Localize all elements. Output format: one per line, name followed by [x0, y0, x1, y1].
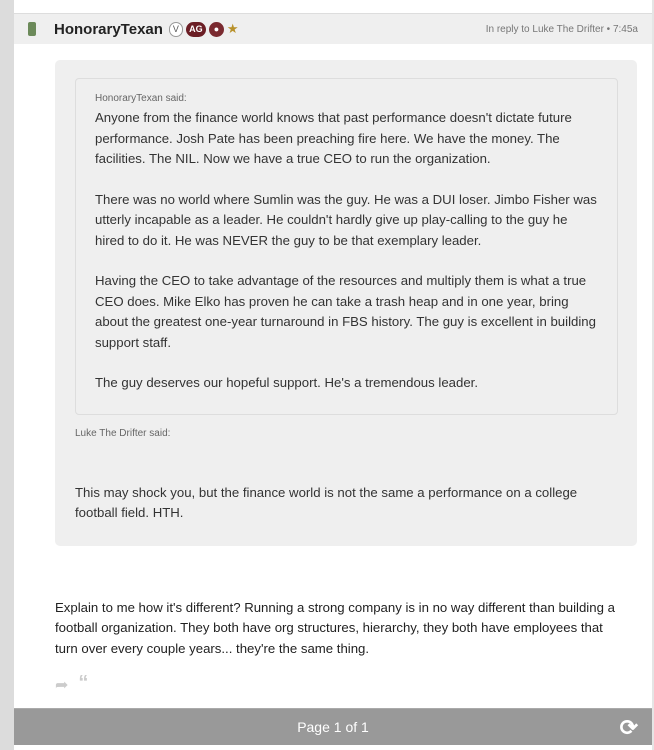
quote-paragraph: Having the CEO to take advantage of the resources and multiply them is what a true CEO does. Mike Elko has proven he can take a trash heap and in one year, bring about the greatest one-year turnaround in FBS history. The guy is excellent in building support staff. [95, 273, 596, 350]
quote-paragraph: There was no world where Sumlin was the guy. He was a DUI loser. Jimbo Fisher was utterly incapable as a leader. He couldn't hardly give up play-calling to the guy he hired to do it. He was NEVER the guy to be that exemplary leader. [95, 191, 597, 248]
author-name[interactable]: HonoraryTexan [54, 20, 163, 38]
outer-quote-text: This may shock you, but the finance world is not the same a performance on a college football field. HTH. [75, 484, 578, 520]
reply-icon[interactable]: ➦ [55, 677, 69, 694]
quote-paragraph: The guy deserves our hopeful support. He's a tremendous leader. [95, 375, 478, 390]
refresh-icon[interactable]: ⟳ [619, 715, 638, 740]
post-container [14, 0, 652, 745]
quote-paragraph: Anyone from the finance world knows that past performance doesn't dictate future performance. Josh Pate has been preaching fire here. We have the money. The facilities. The NIL. Now we have a true CEO to run the organization. [95, 110, 572, 166]
quote-icon[interactable]: “ [78, 672, 89, 694]
post-actions [55, 672, 652, 695]
team-logo-icon: ● [209, 22, 224, 37]
post-header [14, 13, 652, 44]
outer-quote [55, 60, 637, 546]
inner-quote [75, 78, 618, 415]
mobile-phone-icon [28, 22, 36, 36]
outer-quote-attribution[interactable]: Luke The Drifter said: [75, 427, 171, 439]
verified-badge: V [169, 22, 183, 37]
page-indicator[interactable]: Page 1 of 1 [297, 719, 369, 735]
ag-badge: AG [186, 22, 206, 37]
inner-quote-attribution[interactable]: HonoraryTexan said: [95, 93, 187, 104]
pagination-bar [14, 708, 652, 745]
post-body: Explain to me how it's different? Running a strong company is in no way different than building a football organization. They both have org structures, hierarchy, they both have employees that turn over every couple years... they're the same thing. [55, 599, 615, 656]
reply-meta[interactable]: In reply to Luke The Drifter • 7:45a [485, 23, 638, 35]
left-gutter [0, 0, 14, 750]
star-icon: ★ [226, 21, 239, 36]
